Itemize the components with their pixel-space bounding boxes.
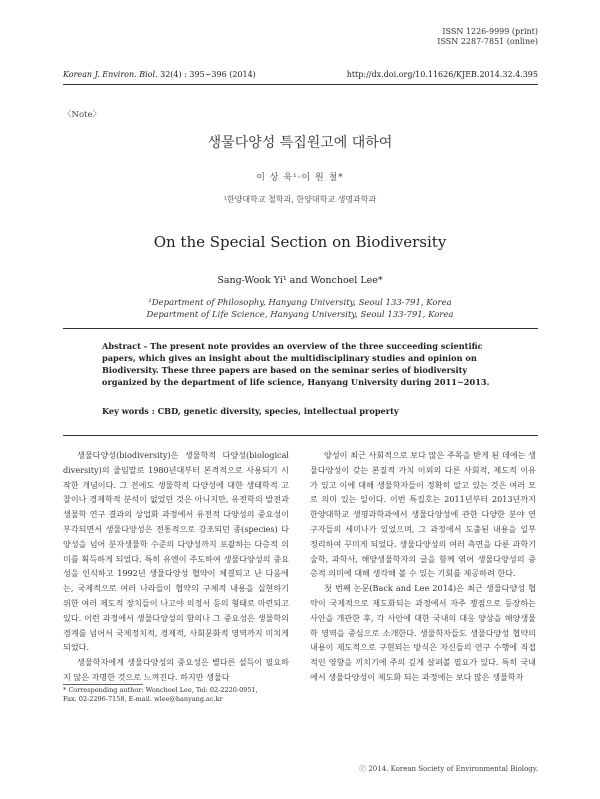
- abstract-box: [63, 328, 538, 436]
- paragraph: 생물학자에게 생물다양성의 중요성은 별다른 설득이 필요하지 않은 자명한 것으로 느껴진다. 하지만 생물다: [63, 657, 289, 682]
- english-title: On the Special Section on Biodiversity: [153, 233, 447, 251]
- english-affiliation: [0, 297, 600, 321]
- korean-affiliation: ¹한양대학교 철학과, 한양대학교 생명과학과: [223, 195, 377, 204]
- issn-online: ISSN 2287-7851 (online): [437, 37, 538, 46]
- footnote-line-2: Fax. 02-2296-7158, E-mail. wlee@hanyang.ac.kr: [63, 695, 223, 703]
- footnote-line-1: * Corresponding author: Wonchoel Lee, Tel: 02-2220-0951,: [63, 686, 258, 694]
- affiliation-line-1: ¹Department of Philosophy, Hanyang University, Seoul 133-791, Korea: [148, 298, 452, 308]
- issn-print: ISSN 1226-9999 (print): [442, 27, 538, 36]
- footnote: [63, 686, 289, 704]
- english-authors: Sang-Wook Yi¹ and Wonchoel Lee*: [217, 275, 383, 286]
- journal-citation: 32(4) : 395~396 (2014): [160, 70, 256, 79]
- body-column-right: [310, 448, 536, 685]
- abstract-text: Abstract - The present note provides an overview of the three succeeding scientific papers, which gives an insight about the multidisciplinary studies and opinion on Biodiversity. These three papers are based on the seminar series of biodiversity organized by the department of life science, Hanyang University during 2011∼2013.: [102, 341, 490, 387]
- paragraph: 양성이 최근 사회적으로 보다 많은 주목을 받게 된 데에는 생물다양성이 갖는 본질적 가치 이외의 다른 사회적, 제도적 이유가 있고 이에 대해 생물학자들이 정확히 알고 있는 것은 여러 모로 의미 있는 일이다. 이번 특집호는 2011년부터 2013년까지 한양대학교 생명과학과에서 생물다양성에 관한 다양한 분야 연구자들의 세미나가 있었으며, 그 과정에서 도출된 내용을 일부 정리하여 꾸미게 되었다. 생물다양성의 여러 측면을 다룬 과학기술학, 과학사, 해양생물학자의 글을 함께 엮어 생물다양성의 중층적 의미에 대해 생각해 볼 수 있는 기회를 제공하려 한다.: [310, 450, 536, 579]
- issn-block: [437, 27, 538, 47]
- doi-link[interactable]: http://dx.doi.org/10.11626/KJEB.2014.32.4.395: [346, 70, 538, 79]
- note-label: 〈Note〉: [63, 110, 102, 120]
- keywords: Key words : CBD, genetic diversity, species, intellectual property: [102, 406, 399, 416]
- korean-authors: 이 상 욱¹·이 원 철*: [256, 173, 344, 183]
- footnote-divider: [63, 684, 143, 685]
- journal-name: Korean J. Environ. Biol.: [63, 70, 158, 79]
- body-column-left: [63, 448, 289, 685]
- copyright: ⓒ 2014. Korean Society of Environmental Biology.: [359, 765, 538, 773]
- affiliation-line-2: Department of Life Science, Hanyang University, Seoul 133-791, Korea: [146, 310, 454, 320]
- journal-header: [63, 70, 538, 85]
- korean-title: 생물다양성 특집원고에 대하여: [207, 135, 393, 151]
- paragraph: 생물다양성(biodiversity)은 생물학적 다양성(biological diversity)의 줄임말로 1980년대부터 본격적으로 사용되기 시작한 개념이다. 그 전에도 생물학적 다양성에 대한 생태학적 고찰이나 경제학적 분석이 없었던 것은 아니지만, 유전학의 발전과 생물학 연구 결과의 상업화 과정에서 유전적 다양성의 중요성이 부각되면서 생물다양성은 전통적으로 강조되던 종(species) 다양성을 넘어 분자생물학 수준의 다양성까지 포괄하는 다층적 의미를 획득하게 되었다. 특히 유엔이 주도하여 생물다양성의 중요성을 인식하고 1992년 생물다양성 협약이 체결되고 난 다음에는, 국제적으로 여러 나라들이 협약의 구체적 내용을 실현하기 위한 여러 제도적 장치들이 나고야 의정서 등의 형태로 마련되고 있다. 이런 과정에서 생물다양성의 함의나 그 중요성은 생물학의 경계를 넘어서 국제정치적, 경제적, 사회문화적 영역까지 미치게 되었다.: [63, 450, 289, 653]
- paragraph: 첫 번째 논문(Back and Lee 2014)은 최근 생물다양성 협약이 국제적으로 제도화되는 과정에서 자주 쟁점으로 등장하는 사안을 개관한 후, 각 사안에 대한 국내의 대응 양상을 해양생물학 영역을 중심으로 소개한다. 생물학자들도 생물다양성 협약의 내용이 제도적으로 구현되는 방식은 자신들의 연구 수행에 직접적인 영향을 끼치기에 주의 깊게 살펴볼 필요가 있다. 특히 국내에서 생물다양성이 제도화 되는 과정에는 보다 많은 생물학자: [310, 583, 536, 682]
